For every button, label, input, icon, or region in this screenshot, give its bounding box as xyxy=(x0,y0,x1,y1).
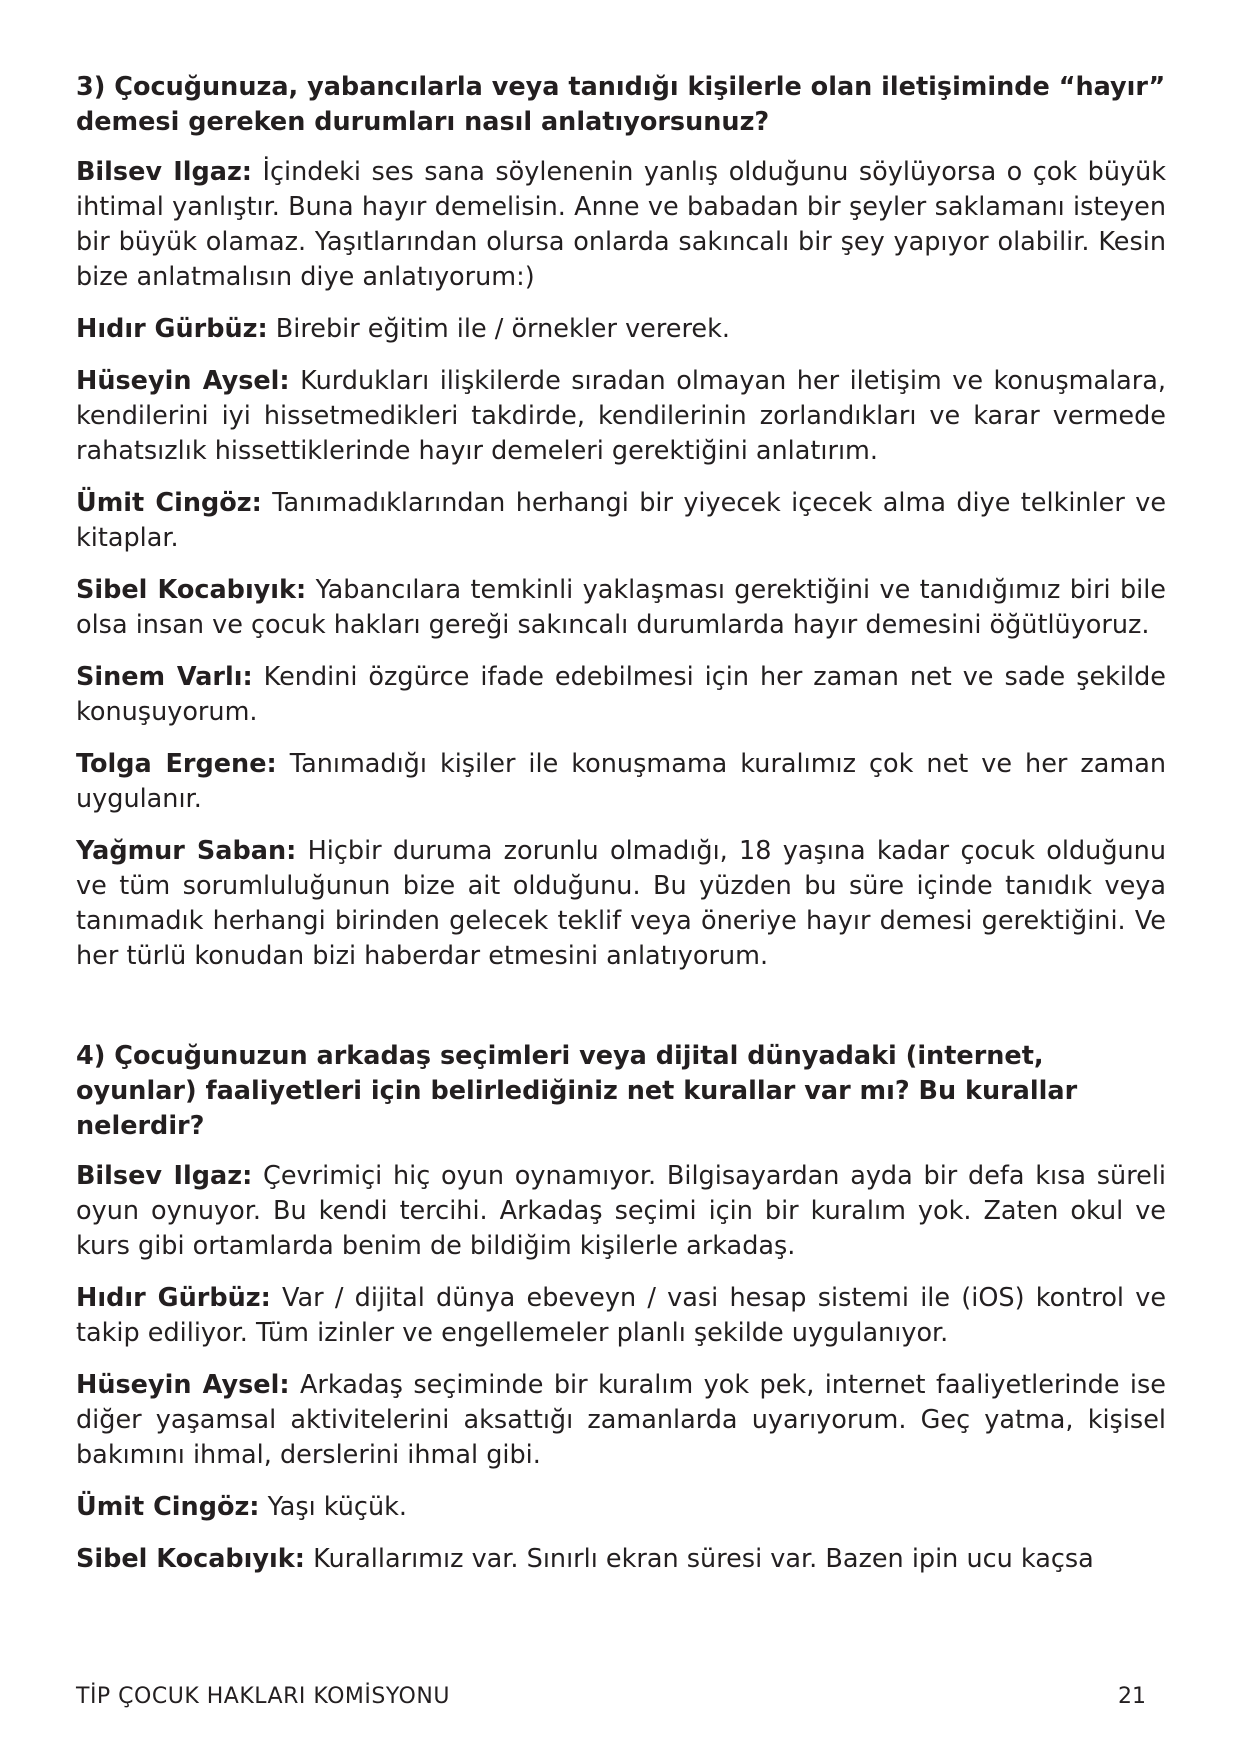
answer-paragraph xyxy=(76,573,1166,643)
speaker-name: Sinem Varlı: xyxy=(76,662,253,692)
answer-paragraph xyxy=(76,312,1166,347)
speaker-name: Hıdır Gürbüz: xyxy=(76,1283,271,1313)
answer-text: Tanımadığı kişiler ile konuşmama kuralımız çok net ve her zaman uygulanır. xyxy=(76,749,1167,814)
speaker-name: Sibel Kocabıyık: xyxy=(76,575,307,605)
question-section-4 xyxy=(76,1039,1166,1577)
question-heading: 4) Çocuğunuzun arkadaş seçimleri veya dijital dünyadaki (internet, oyunlar) faaliyetleri için belirlediğiniz net kurallar var mı? Bu kurallar nelerdir? xyxy=(76,1041,1078,1141)
page-content xyxy=(76,70,1166,1594)
question-section-3 xyxy=(76,70,1166,974)
speaker-name: Tolga Ergene: xyxy=(76,749,277,779)
answer-text: Kurdukları ilişkilerde sıradan olmayan her iletişim ve konuşmalara, kendilerini iyi hissetmedikleri takdirde, kendilerinin zorlandıkları ve karar vermede rahatsızlık hissettiklerinde hayır demeleri gerektiğini anlatırım. xyxy=(76,366,1166,466)
answer-text: Çevrimiçi hiç oyun oynamıyor. Bilgisayardan ayda bir defa kısa süreli oyun oynuyor. Bu kendi tercihi. Arkadaş seçimi için bir kuralım yok. Zaten okul ve kurs gibi ortamlarda benim de bildiğim kişilerle arkadaş. xyxy=(76,1161,1167,1261)
answer-paragraph xyxy=(76,747,1166,817)
speaker-name: Hüseyin Aysel: xyxy=(76,1370,290,1400)
speaker-name: Yağmur Saban: xyxy=(76,836,297,866)
speaker-name: Bilsev Ilgaz: xyxy=(76,157,252,187)
footer-publication-title: TİP ÇOCUK HAKLARI KOMİSYONU xyxy=(76,1684,450,1709)
answer-text: Kurallarımız var. Sınırlı ekran süresi var. Bazen ipin ucu kaçsa xyxy=(313,1544,1094,1574)
answer-paragraph xyxy=(76,1281,1166,1351)
answer-paragraph xyxy=(76,1490,1166,1525)
answer-text: İçindeki ses sana söylenenin yanlış olduğunu söylüyorsa o çok büyük ihtimal yanlıştır. Buna hayır demelisin. Anne ve babadan bir şeyler saklamanı isteyen bir büyük olamaz. Yaşıtlarından olursa onlarda sakıncalı bir şey yapıyor olabilir. Kesin bize anlatmalısın diye anlatıyorum:) xyxy=(76,157,1166,292)
answer-paragraph xyxy=(76,1368,1166,1473)
speaker-name: Ümit Cingöz: xyxy=(76,1492,260,1522)
answer-paragraph xyxy=(76,834,1166,974)
speaker-name: Sibel Kocabıyık: xyxy=(76,1544,305,1574)
speaker-name: Hıdır Gürbüz: xyxy=(76,314,268,344)
question-heading: 3) Çocuğunuza, yabancılarla veya tanıdığı kişilerle olan iletişiminde “hayır” demesi gereken durumları nasıl anlatıyorsunuz? xyxy=(76,72,1166,137)
section-spacer xyxy=(76,991,1166,1039)
speaker-name: Ümit Cingöz: xyxy=(76,488,262,518)
speaker-name: Hüseyin Aysel: xyxy=(76,366,290,396)
answer-text: Birebir eğitim ile / örnekler vererek. xyxy=(275,314,730,344)
page-number: 21 xyxy=(1118,1684,1146,1709)
answer-text: Yabancılara temkinli yaklaşması gerektiğini ve tanıdığımız biri bile olsa insan ve çocuk hakları gereği sakıncalı durumlarda hayır demesini öğütlüyoruz. xyxy=(76,575,1166,640)
answer-paragraph xyxy=(76,364,1166,469)
answer-text: Yaşı küçük. xyxy=(267,1492,407,1522)
answer-text: Tanımadıklarından herhangi bir yiyecek içecek alma diye telkinler ve kitaplar. xyxy=(76,488,1167,553)
answer-paragraph xyxy=(76,1542,1166,1577)
answer-paragraph xyxy=(76,486,1166,556)
answer-text: Hiçbir duruma zorunlu olmadığı, 18 yaşına kadar çocuk olduğunu ve tüm sorumluluğunun bize ait olduğunu. Bu yüzden bu süre içinde tanıdık veya tanımadık herhangi birinden gelecek teklif veya öneriye hayır demesi gerektiğini. Ve her türlü konudan bizi haberdar etmesini anlatıyorum. xyxy=(76,836,1166,971)
answer-paragraph xyxy=(76,1159,1166,1264)
answer-paragraph xyxy=(76,660,1166,730)
answer-text: Arkadaş seçiminde bir kuralım yok pek, internet faaliyetlerinde ise diğer yaşamsal aktivitelerini aksattığı zamanlarda uyarıyorum. Geç yatma, kişisel bakımını ihmal, derslerini ihmal gibi. xyxy=(76,1370,1166,1470)
answer-paragraph xyxy=(76,155,1166,295)
answer-text: Var / dijital dünya ebeveyn / vasi hesap sistemi ile (iOS) kontrol ve takip ediliyor. Tüm izinler ve engellemeler planlı şekilde uygulanıyor. xyxy=(76,1283,1167,1348)
answer-text: Kendini özgürce ifade edebilmesi için her zaman net ve sade şekilde konuşuyorum. xyxy=(76,662,1166,727)
speaker-name: Bilsev Ilgaz: xyxy=(76,1161,253,1191)
